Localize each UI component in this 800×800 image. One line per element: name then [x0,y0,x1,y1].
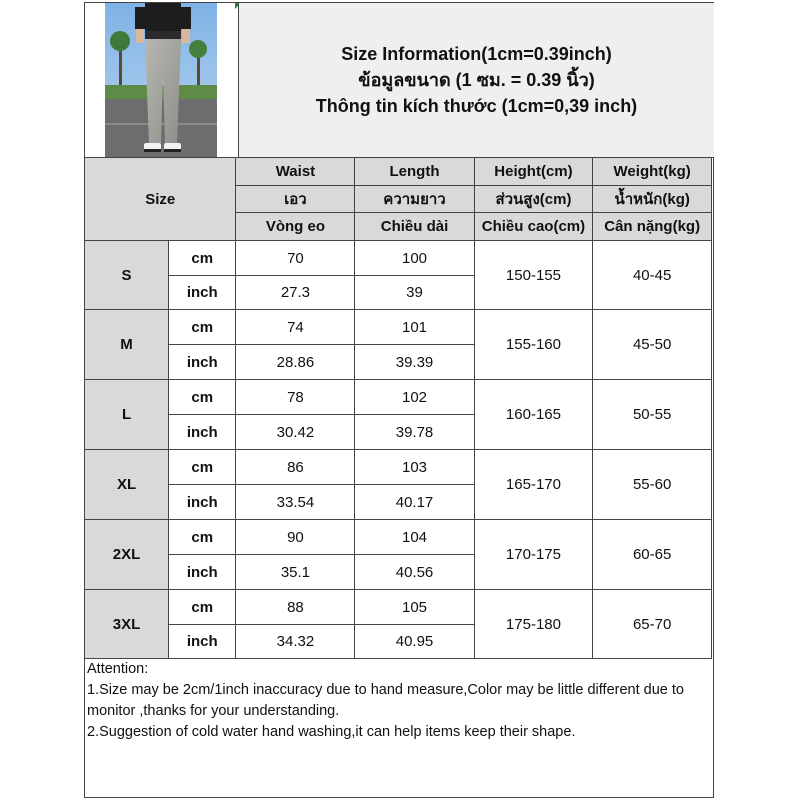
header-waist-vi: Vòng eo [236,213,355,241]
unit-inch: inch [169,555,236,590]
weight-range: 60-65 [593,520,712,590]
unit-inch: inch [169,415,236,450]
waist-cm: 70 [236,241,355,276]
header-height-vi: Chiều cao(cm) [474,213,593,241]
length-inch: 40.17 [355,485,474,520]
unit-inch: inch [169,485,236,520]
weight-range: 40-45 [593,241,712,310]
waist-inch: 28.86 [236,345,355,380]
header-waist: Waist [236,158,355,186]
table-row [85,520,712,555]
size-cell: 2XL [85,520,169,590]
header-weight-vi: Cân nặng(kg) [593,213,712,241]
length-inch: 39.78 [355,415,474,450]
height-range: 175-180 [474,590,593,659]
notes-line-1: 1.Size may be 2cm/1inch inaccuracy due to hand measure,Color may be little different due to monitor ,thanks for your understanding. [87,682,684,719]
height-range: 165-170 [474,450,593,520]
title-english: Size Information(1cm=0.39inch) [341,44,612,64]
height-range: 155-160 [474,310,593,380]
table-row [85,590,712,625]
waist-inch: 34.32 [236,625,355,659]
table-row [85,310,712,345]
waist-cm: 86 [236,450,355,485]
length-cm: 100 [355,241,474,276]
waist-inch: 27.3 [236,276,355,310]
table-row [85,241,712,276]
length-cm: 104 [355,520,474,555]
title-box [238,3,714,158]
unit-cm: cm [169,450,236,485]
length-inch: 40.56 [355,555,474,590]
unit-inch: inch [169,276,236,310]
size-cell: XL [85,450,169,520]
header-length-thai: ความยาว [355,186,474,213]
size-header: Size [85,158,236,241]
product-photo [105,3,217,157]
size-cell: M [85,310,169,380]
weight-range: 45-50 [593,310,712,380]
length-cm: 103 [355,450,474,485]
unit-cm: cm [169,380,236,415]
size-cell: L [85,380,169,450]
weight-range: 55-60 [593,450,712,520]
waist-cm: 88 [236,590,355,625]
weight-range: 50-55 [593,380,712,450]
length-inch: 39.39 [355,345,474,380]
unit-inch: inch [169,345,236,380]
waist-inch: 33.54 [236,485,355,520]
unit-inch: inch [169,625,236,659]
size-table [84,157,712,659]
height-range: 160-165 [474,380,593,450]
table-row [85,450,712,485]
header-length: Length [355,158,474,186]
unit-cm: cm [169,310,236,345]
length-inch: 39 [355,276,474,310]
unit-cm: cm [169,241,236,276]
waist-cm: 74 [236,310,355,345]
length-cm: 101 [355,310,474,345]
height-range: 150-155 [474,241,593,310]
attention-notes [87,659,711,743]
header-waist-thai: เอว [236,186,355,213]
waist-inch: 30.42 [236,415,355,450]
header-length-vi: Chiều dài [355,213,474,241]
weight-range: 65-70 [593,590,712,659]
waist-cm: 78 [236,380,355,415]
header-row-english [85,158,712,186]
notes-heading: Attention: [87,661,149,677]
waist-cm: 90 [236,520,355,555]
header-height: Height(cm) [474,158,593,186]
size-cell: 3XL [85,590,169,659]
title-vietnamese: Thông tin kích thước (1cm=0,39 inch) [315,96,638,116]
model-wearing-jeans-image [105,3,217,157]
table-row [85,380,712,415]
length-inch: 40.95 [355,625,474,659]
length-cm: 105 [355,590,474,625]
header-height-thai: ส่วนสูง(cm) [474,186,593,213]
notes-line-2: 2.Suggestion of cold water hand washing,it can help items keep their shape. [87,724,576,740]
header-weight-thai: น้ำหนัก(kg) [593,186,712,213]
size-cell: S [85,241,169,310]
waist-inch: 35.1 [236,555,355,590]
length-cm: 102 [355,380,474,415]
unit-cm: cm [169,520,236,555]
size-chart-sheet [84,2,714,798]
height-range: 170-175 [474,520,593,590]
unit-cm: cm [169,590,236,625]
header-weight: Weight(kg) [593,158,712,186]
title-thai: ข้อมูลขนาด (1 ซม. = 0.39 นิ้ว) [358,70,595,90]
